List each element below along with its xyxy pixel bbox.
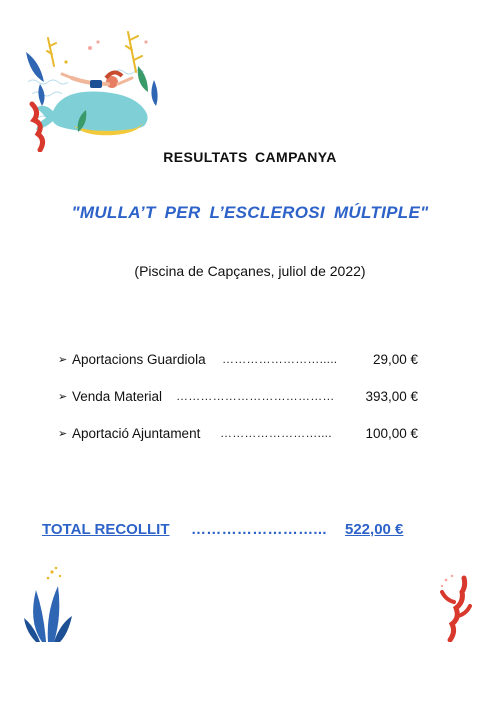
page-title: RESULTATS CAMPANYA: [163, 149, 337, 165]
list-item: [58, 389, 418, 408]
item-amount: 393,00 €: [365, 389, 418, 404]
item-label: Venda Material: [72, 389, 163, 404]
arrow-bullet-icon: ➢: [58, 428, 68, 440]
swimmer-whale-illustration: [18, 22, 168, 152]
campaign-name: "MULLA’T PER L’ESCLEROSI MÚLTIPLE": [71, 203, 429, 222]
arrow-bullet-icon: ➢: [58, 354, 68, 366]
total-label: TOTAL RECOLLIT: [42, 521, 170, 538]
blue-seaweed-illustration: [22, 562, 74, 644]
item-amount: 100,00 €: [365, 426, 418, 441]
item-amount: 29,00 €: [372, 352, 418, 367]
list-item: [58, 426, 418, 445]
item-label: Aportació Ajuntament: [72, 426, 201, 441]
total-dot-leader: ……………………...: [191, 521, 327, 538]
dot-leader: ……………………....: [220, 426, 332, 440]
item-label: Aportacions Guardiola: [72, 352, 206, 367]
list-item: [58, 352, 418, 371]
event-subtitle: (Piscina de Capçanes, juliol de 2022): [134, 263, 366, 279]
total-amount: 522,00 €: [345, 521, 404, 538]
arrow-bullet-icon: ➢: [58, 391, 68, 403]
dot-leader: …………………………………: [176, 389, 335, 403]
dot-leader: …………………….....: [222, 352, 338, 366]
red-coral-illustration: [436, 572, 476, 642]
contributions-list: [58, 352, 418, 463]
total-row: [42, 521, 422, 543]
